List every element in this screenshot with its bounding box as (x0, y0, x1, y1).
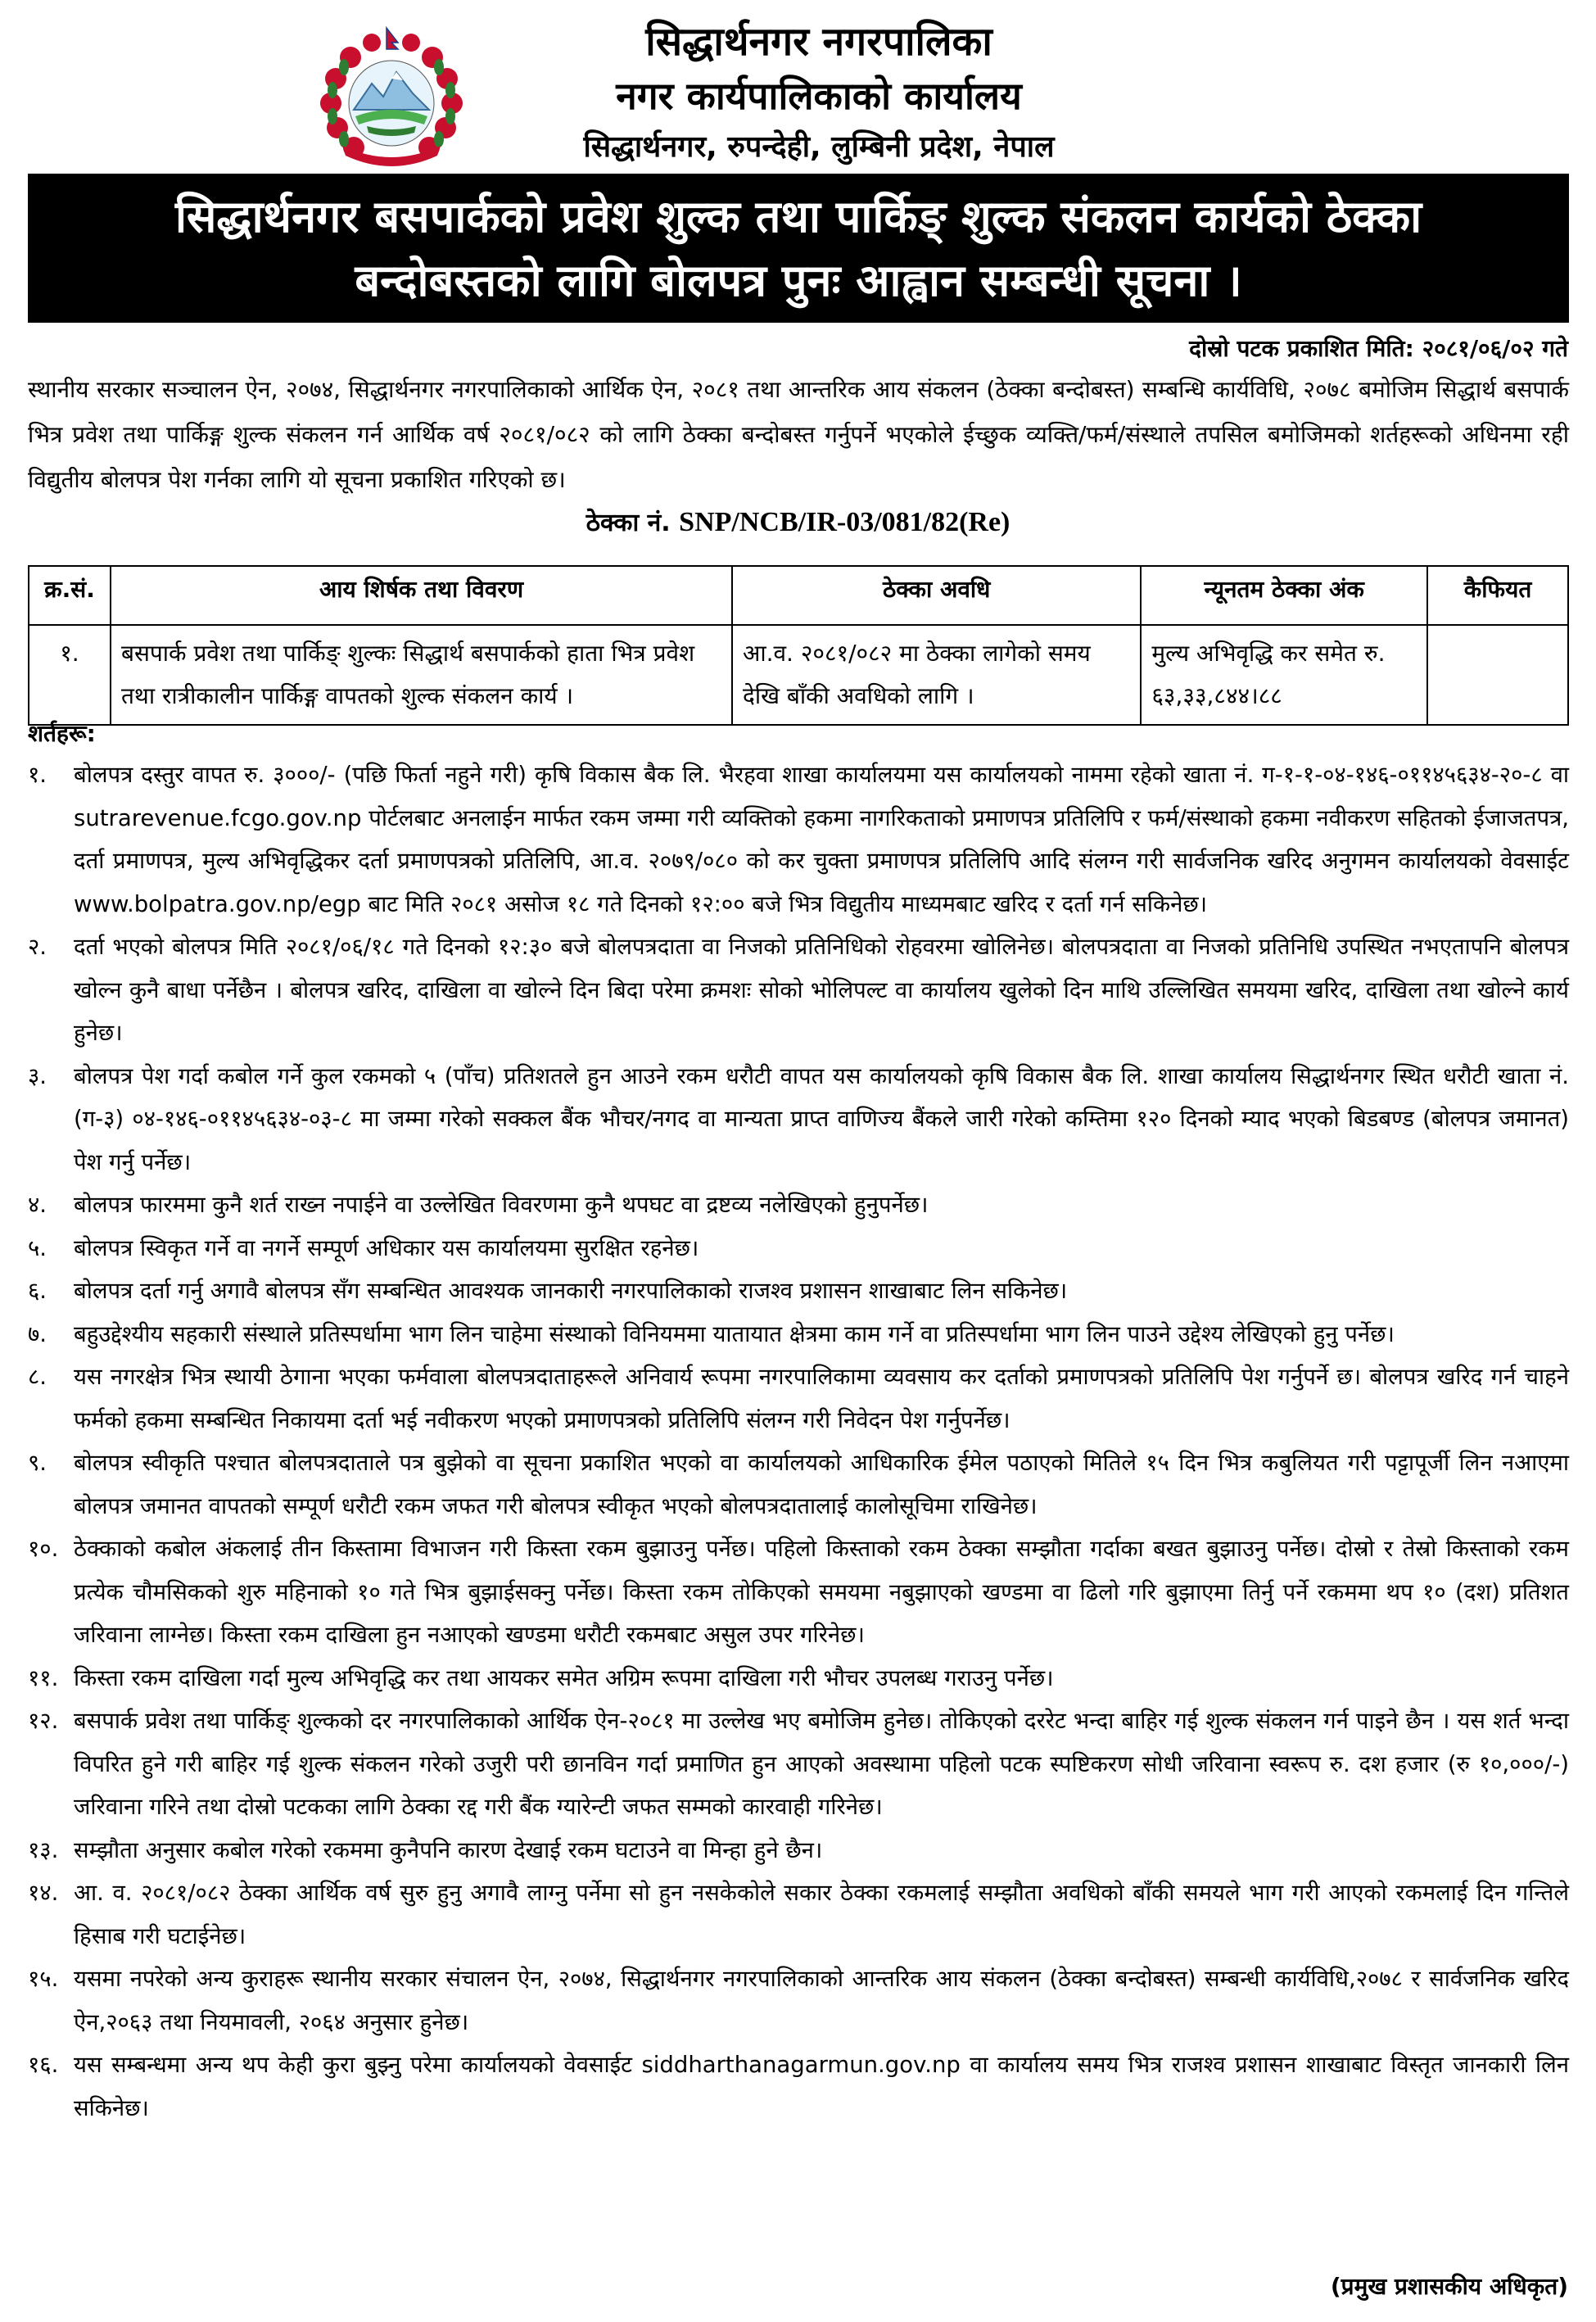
condition-number: ३. (28, 1062, 47, 1089)
condition-number: १२. (28, 1708, 59, 1734)
condition-text: बसपार्क प्रवेश तथा पार्किङ् शुल्कको दर नगरपालिकाको आर्थिक ऐन-२०८१ मा उल्लेख भए बमोजिम हुनेछ। तोकिएको दररेट भन्दा बाहिर गई शुल्क संकलन गर्न पाइने छैन । यस शर्त भन्दा विपरित हुने गरी बाहिर गई शुल्क संकलन गरेको उजुरी परी छानविन गर्दा प्रमाणित हुन आएको अवस्थामा पहिलो पटक स्पष्टिकरण सोधी जरिवाना स्वरूप रु. दश हजार (रु १०,०००/-) जरिवाना गरिने तथा दोस्रो पटकका लागि ठेक्का रद्द गरी बैंक ग्यारेन्टी जफत सम्मको कारवाही गरिनेछ। (74, 1708, 1569, 1820)
condition-text: बोलपत्र स्वीकृति पश्चात बोलपत्रदाताले पत्र बुझेको वा सूचना प्रकाशित भएको वा कार्यालयको आधिकारिक ईमेल पठाएको मितिले १५ दिन भित्र कबुलियत गरी पट्टापूर्जी लिन नआएमा बोलपत्र जमानत वापतको सम्पूर्ण धरौटी रकम जफत गरी बोलपत्र स्वीकृत भएको बोलपत्रदातालाई कालोसूचिमा राखिनेछ। (74, 1450, 1569, 1519)
notice-title-line-2: बन्दोबस्तको लागि बोलपत्र पुनः आह्वान सम्बन्धी सूचना । (355, 255, 1242, 306)
table-header-row (29, 566, 1568, 625)
condition-text: सम्झौता अनुसार कबोल गरेको रकममा कुनैपनि कारण देखाई रकम घटाउने वा मिन्हा हुने छैन। (74, 1836, 823, 1863)
col-header-period: ठेक्का अवधि (732, 566, 1141, 625)
condition-item (28, 1184, 1569, 1227)
condition-number: २. (28, 934, 47, 960)
condition-number: १५. (28, 1966, 59, 1992)
cell-remarks (1427, 625, 1568, 725)
condition-item (28, 1442, 1569, 1528)
condition-item (28, 1700, 1569, 1829)
publish-date: दोस्रो पटक प्रकाशित मिति: २०८१/०६/०२ गते (1189, 335, 1568, 362)
condition-number: ४. (28, 1192, 47, 1218)
condition-text: दर्ता भएको बोलपत्र मिति २०८१/०६/१८ गते दिनको १२:३० बजे बोलपत्रदाता वा निजको प्रतिनिधिको रोहवरमा खोलिनेछ। बोलपत्रदाता वा निजको प्रतिनिधि उपस्थित नभएतापनि बोलपत्र खोल्न कुनै बाधा पर्नेछैन । बोलपत्र खरिद, दाखिला वा खोल्ने दिन बिदा परेमा क्रमशः सोको भोलिपल्ट वा कार्यालय खुलेको दिन माथि उल्लिखित समयमा खरिद, दाखिला तथा खोल्ने कार्य हुनेछ। (74, 934, 1569, 1046)
col-header-sn: क्र.सं. (29, 566, 111, 625)
condition-item (28, 2044, 1569, 2130)
condition-number: १३. (28, 1836, 59, 1863)
conditions-list (28, 754, 1569, 2130)
col-header-remarks: कैफियत (1427, 566, 1568, 625)
condition-number: ७. (28, 1320, 47, 1347)
contract-label: ठेक्का नं. (586, 509, 671, 537)
condition-text: किस्ता रकम दाखिला गर्दा मुल्य अभिवृद्धि कर तथा आयकर समेत अग्रिम रूपमा दाखिला गरी भौचर उपलब्ध गराउनु पर्नेछ। (74, 1664, 1054, 1691)
condition-text: आ. व. २०८१/०८२ ठेक्का आर्थिक वर्ष सुरु हुनु अगावै लाग्नु पर्नेमा सो हुन नसकेकोले सकार ठेक्का रकमलाई सम्झौता अवधिको बाँकी समयले भाग गरी आएको रकमलाई दिन गन्तिले हिसाब गरी घटाईनेछ। (74, 1880, 1569, 1949)
office-address: सिद्धार्थनगर, रुपन्देही, लुम्बिनी प्रदेश, नेपाल (583, 130, 1055, 164)
condition-text: बोलपत्र दस्तुर वापत रु. ३०००/- (पछि फिर्ता नहुने गरी) कृषि विकास बैक लि. भैरहवा शाखा कार्यालयमा यस कार्यालयको नाममा रहेको खाता नं. ग-१-१-०४-१४६-०११४५६३४-२०-८ वा sutrarevenue.fcgo.gov.np पोर्टलबाट अनलाईन मार्फत रकम जम्मा गरी व्यक्तिको हकमा नागरिकताको प्रमाणपत्र प्रतिलिपि र फर्म/संस्थाको हकमा नवीकरण सहितको ईजाजतपत्र, दर्ता प्रमाणपत्र, मुल्य अभिवृद्धिकर दर्ता प्रमाणपत्रको प्रतिलिपि, आ.व. २०७९/०८० को कर चुक्ता प्रमाणपत्र प्रतिलिपि आदि संलग्न गरी सार्वजनिक खरिद अनुगमन कार्यालयको वेवसाईट www.bolpatra.gov.np/egp बाट मिति २०८१ असोज १८ गते दिनको १२:०० बजे भित्र विद्युतीय माध्यमबाट खरिद र दर्ता गर्न सकिनेछ। (74, 762, 1569, 917)
col-header-amount: न्यूनतम ठेक्का अंक (1141, 566, 1427, 625)
condition-item (28, 1227, 1569, 1270)
intro-paragraph: स्थानीय सरकार सञ्चालन ऐन, २०७४, सिद्धार्थनगर नगरपालिकाको आर्थिक ऐन, २०८१ तथा आन्तरिक आय संकलन (ठेक्का बन्दोबस्त) सम्बन्धि कार्यविधि, २०७८ बमोजिम सिद्धार्थ बसपार्क भित्र प्रवेश तथा पार्किङ्ग शुल्क संकलन गर्न आर्थिक वर्ष २०८१/०८२ को लागि ठेक्का बन्दोबस्त गर्नुपर्ने भएकोले ईच्छुक व्यक्ति/फर्म/संस्थाले तपसिल बमोजिमको शर्तहरूको अधिनमा रही विद्युतीय बोलपत्र पेश गर्नका लागि यो सूचना प्रकाशित गरिएको छ। (28, 376, 1569, 493)
municipality-name: सिद्धार्थनगर नगरपालिका (645, 19, 992, 65)
tender-table (28, 565, 1569, 726)
condition-item (28, 1958, 1569, 2044)
condition-number: १४. (28, 1880, 59, 1906)
condition-number: ८. (28, 1364, 47, 1390)
condition-text: बहुउद्देश्यीय सहकारी संस्थाले प्रतिस्पर्धामा भाग लिन चाहेमा संस्थाको विनियममा यातायात क्षेत्रमा काम गर्ने वा प्रतिस्पर्धामा भाग लिन पाउने उद्देश्य लेखिएको हुनु पर्नेछ। (74, 1320, 1395, 1347)
condition-item (28, 754, 1569, 926)
condition-number: १. (28, 762, 47, 788)
condition-item (28, 1055, 1569, 1184)
col-header-description: आय शिर्षक तथा विवरण (111, 566, 732, 625)
cell-sn: १. (29, 625, 111, 725)
notice-title-line-1: सिद्धार्थनगर बसपार्कको प्रवेश शुल्क तथा पार्किङ् शुल्क संकलन कार्यको ठेक्का (174, 191, 1422, 242)
contract-reference (0, 505, 1596, 538)
condition-number: १०. (28, 1536, 59, 1562)
condition-text: बोलपत्र पेश गर्दा कबोल गर्ने कुल रकमको ५ (पाँच) प्रतिशतले हुन आउने रकम धरौटी वापत यस कार्यालयको कृषि विकास बैक लि. शाखा कार्यालय सिद्धार्थनगर स्थित धरौटी खाता नं. (ग-३) ०४-१४६-०११४५६३४-०३-८ मा जम्मा गरेको सक्कल बैंक भौचर/नगद वा मान्यता प्राप्त वाणिज्य बैंकले जारी गरेको कम्तिमा १२० दिनको म्याद भएको बिडबण्ड (बोलपत्र जमानत) पेश गर्नु पर्नेछ। (74, 1062, 1570, 1175)
signature-designation: (प्रमुख प्रशासकीय अधिकृत) (1330, 2273, 1568, 2300)
cell-amount: मुल्य अभिवृद्धि कर समेत रु. ६३,३३,८४४।८८ (1141, 625, 1427, 725)
condition-item (28, 1270, 1569, 1313)
condition-text: यस नगरक्षेत्र भित्र स्थायी ठेगाना भएका फर्मवाला बोलपत्रदाताहरूले अनिवार्य रूपमा नगरपालिकामा व्यवसाय कर दर्ताको प्रमाणपत्रको प्रतिलिपि पेश गर्नुपर्ने छ। बोलपत्र खरिद गर्न चाहने फर्मको हकमा सम्बन्धित निकायमा दर्ता भई नवीकरण भएको प्रमाणपत्रको प्रतिलिपि संलग्न गरी निवेदन पेश गर्नुपर्नेछ। (74, 1364, 1569, 1433)
notice-title-banner (28, 174, 1569, 323)
condition-number: ९. (28, 1450, 47, 1476)
condition-text: बोलपत्र फारममा कुनै शर्त राख्न नपाईने वा उल्लेखित विवरणमा कुनै थपघट वा द्रष्टव्य नलेखिएको हुनुपर्नेछ। (74, 1192, 929, 1218)
condition-text: ठेक्काको कबोल अंकलाई तीन किस्तामा विभाजन गरी किस्ता रकम बुझाउनु पर्नेछ। पहिलो किस्ताको रकम ठेक्का सम्झौता गर्दाका बखत बुझाउनु पर्नेछ। दोस्रो र तेस्रो किस्ताको रकम प्रत्येक चौमसिकको शुरु महिनाको १० गते भित्र बुझाईसक्नु पर्नेछ। किस्ता रकम तोकिएको समयमा नबुझाएको खण्डमा वा ढिलो गरि बुझाएमा तिर्नु पर्ने रकममा थप १० (दश) प्रतिशत जरिवाना लाग्नेछ। किस्ता रकम दाखिला हुन नआएको खण्डमा धरौटी रकमबाट असुल उपर गरिनेछ। (74, 1536, 1569, 1648)
nepal-emblem-icon (318, 25, 465, 168)
condition-text: यस सम्बन्धमा अन्य थप केही कुरा बुझ्नु परेमा कार्यालयको वेवसाईट siddharthanagarmun.gov.np वा कार्यालय समय भित्र राजश्व प्रशासन शाखाबाट विस्तृत जानकारी लिन सकिनेछ। (74, 2052, 1569, 2121)
office-name: नगर कार्यपालिकाको कार्यालय (616, 74, 1022, 118)
condition-number: ११. (28, 1664, 59, 1691)
condition-item (28, 1528, 1569, 1657)
condition-text: यसमा नपरेको अन्य कुराहरू स्थानीय सरकार संचालन ऐन, २०७४, सिद्धार्थनगर नगरपालिकाको आन्तरिक आय संकलन (ठेक्का बन्दोबस्त) सम्बन्धी कार्यविधि,२०७८ र सार्वजनिक खरिद ऐन,२०६३ तथा नियमावली, २०६४ अनुसार हुनेछ। (74, 1966, 1569, 2035)
cell-period: आ.व. २०८१/०८२ मा ठेक्का लागेको समय देखि बाँकी अवधिको लागि । (732, 625, 1141, 725)
cell-description: बसपार्क प्रवेश तथा पार्किङ् शुल्कः सिद्धार्थ बसपार्कको हाता भित्र प्रवेश तथा रात्रीकालीन पार्किङ्ग वापतको शुल्क संकलन कार्य । (111, 625, 732, 725)
conditions-heading: शर्तहरू: (28, 720, 96, 747)
condition-number: ६. (28, 1278, 47, 1304)
condition-text: बोलपत्र स्विकृत गर्ने वा नगर्ने सम्पूर्ण अधिकार यस कार्यालयमा सुरक्षित रहनेछ। (74, 1234, 699, 1261)
office-header (491, 15, 1146, 172)
condition-text: बोलपत्र दर्ता गर्नु अगावै बोलपत्र सँग सम्बन्धित आवश्यक जानकारी नगरपालिकाको राजश्व प्रशासन शाखाबाट लिन सकिनेछ। (74, 1278, 1068, 1304)
contract-number: SNP/NCB/IR-03/081/82(Re) (679, 507, 1010, 537)
condition-number: ५. (28, 1234, 47, 1261)
condition-item (28, 926, 1569, 1055)
condition-item (28, 1313, 1569, 1356)
condition-item (28, 1872, 1569, 1958)
condition-number: १६. (28, 2052, 59, 2078)
condition-item (28, 1657, 1569, 1700)
condition-item (28, 1829, 1569, 1872)
condition-item (28, 1356, 1569, 1442)
table-row (29, 625, 1568, 725)
